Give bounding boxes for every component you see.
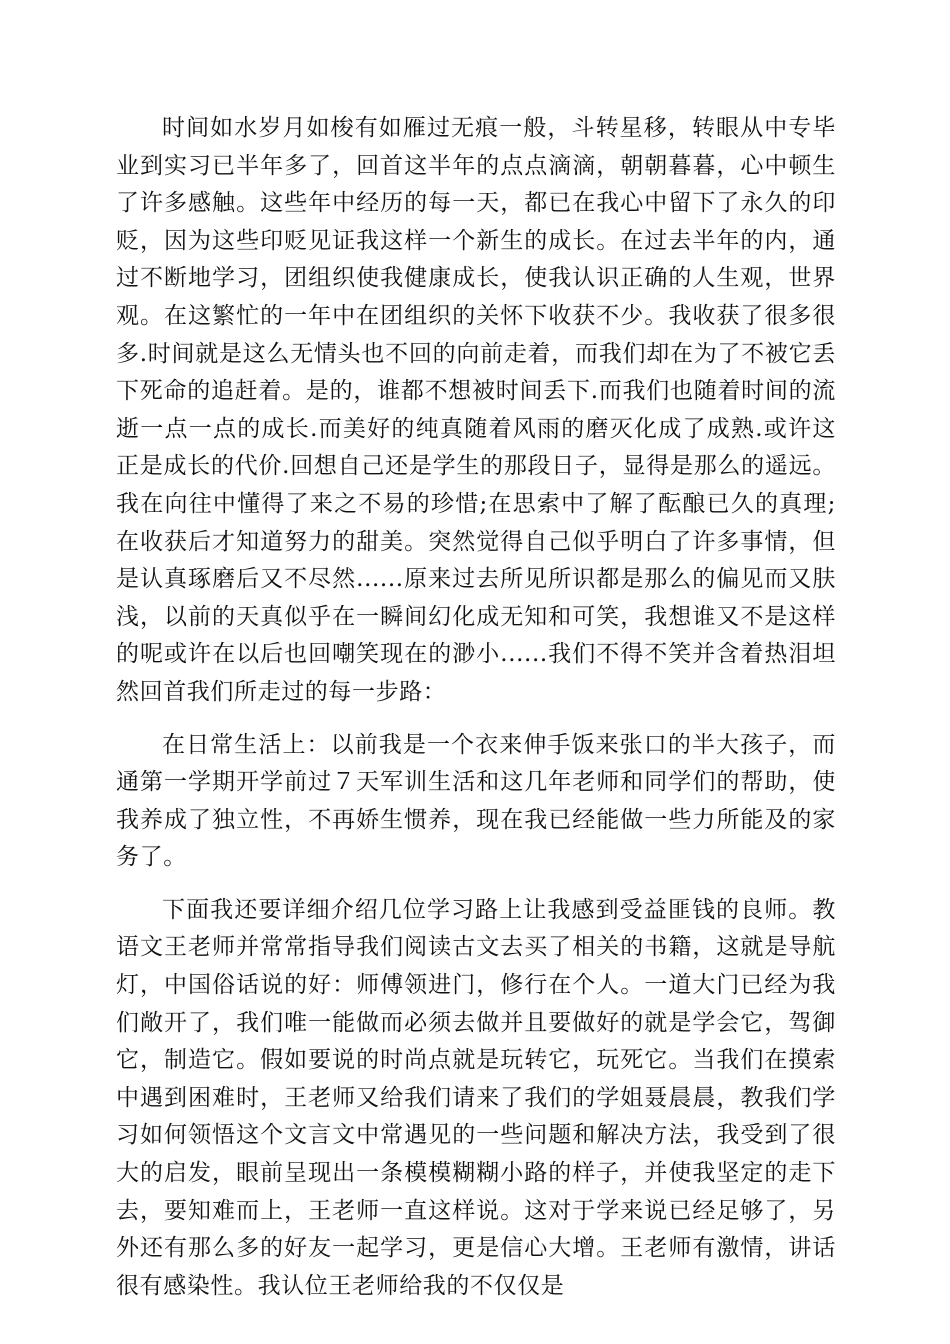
paragraph-daily-life: 在日常生活上：以前我是一个衣来伸手饭来张口的半大孩子，而通第一学期开学前过７天军训生活和这几年老师和同学们的帮助，使我养成了独立性，不再娇生惯养，现在我已经能做一些力所能及的家务了。: [116, 731, 836, 871]
paragraph-intro: 时间如水岁月如梭有如雁过无痕一般，斗转星移，转眼从中专毕业到实习已半年多了，回首这半年的点点滴滴，朝朝暮暮，心中顿生了许多感触。这些年中经历的每一天，都已在我心中留下了永久的印贬，因为这些印贬见证我这样一个新生的成长。在过去半年的内，通过不断地学习，团组织使我健康成长，使我认识正确的人生观，世界观。在这繁忙的一年中在团组织的关怀下收获不少。我收获了很多很多.时间就是这么无情头也不回的向前走着，而我们却在为了不被它丢下死命的追赶着。是的，谁都不想被时间丢下.而我们也随着时间的流逝一点一点的成长.而美好的纯真随着风雨的磨灭化成了成熟.或许这正是成长的代价.回想自己还是学生的那段日子，显得是那么的遥远。我在向往中懂得了来之不易的珍惜;在思索中了解了酝酿已久的真理;在收获后才知道努力的甜美。突然觉得自己似乎明白了许多事情，但是认真琢磨后又不尽然......原来过去所见所识都是那么的偏见而又肤浅，以前的天真似乎在一瞬间幻化成无知和可笑，我想谁又不是这样的呢或许在以后也回嘲笑现在的渺小......我们不得不笑并含着热泪坦然回首我们所走过的每一步路：: [116, 115, 836, 705]
paragraph-teachers: 下面我还要详细介绍几位学习路上让我感到受益匪钱的良师。教语文王老师并常常指导我们阅读古文去买了相关的书籍，这就是导航灯，中国俗话说的好：师傅领进门，修行在个人。一道大门已经为我们敞开了，我们唯一能做而必须去做并且要做好的就是学会它，驾御它，制造它。假如要说的时尚点就是玩转它，玩死它。当我们在摸索中遇到困难时，王老师又给我们请来了我们的学姐聂晨晨，教我们学习如何领悟这个文言文中常遇见的一些问题和解决方法，我受到了很大的启发，眼前呈现出一条模模糊糊小路的样子，并使我坚定的走下去，要知难而上，王老师一直这样说。这对于学来说已经足够了，另外还有那么多的好友一起学习，更是信心大增。王老师有激情，讲话很有感染性。我认位王老师给我的不仅仅是: [116, 896, 836, 1299]
document-body: [116, 110, 836, 1305]
